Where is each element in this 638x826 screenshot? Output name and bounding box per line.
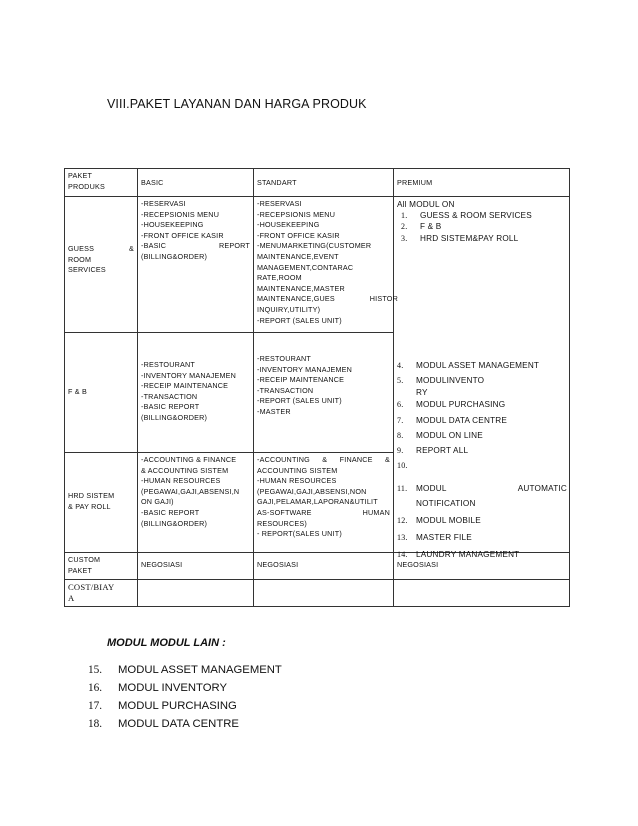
row-label-hrd: HRD SISTEM & PAY ROLL [65, 453, 138, 553]
cell-basic-fb: -RESTOURANT -INVENTORY MANAJEMEN -RECEIP MAINTENANCE -TRANSACTION -BASIC REPORT (BILLING&ORDER) [138, 333, 254, 453]
list-item: NOTIFICATION [416, 499, 476, 508]
list-item: 15. MODUL ASSET MANAGEMENT [88, 664, 282, 676]
header-premium: PREMIUM [394, 169, 570, 197]
table-row-guess [65, 197, 570, 333]
cell-basic-cost [138, 580, 254, 607]
cell-basic-hrd: -ACCOUNTING & FINANCE & ACCOUNTING SISTEM -HUMAN RESOURCES (PEGAWAI,GAJI,ABSENSI,N ON GAJI) -BASIC REPORT (BILLING&ORDER) [138, 453, 254, 553]
list-item: 7. MODUL DATA CENTRE [397, 415, 508, 425]
list-item: 17. MODUL PURCHASING [88, 700, 237, 712]
list-item: 2. F & B [401, 222, 442, 232]
row-label-custom: CUSTOM PAKET [65, 553, 138, 580]
list-item: 6. MODUL PURCHASING [397, 400, 506, 410]
list-item: 11. MODUL AUTOMATIC [397, 484, 567, 493]
package-price-table [64, 168, 570, 607]
cell-standart-cost [254, 580, 394, 607]
row-label-fb: F & B [65, 333, 138, 453]
row-label-guess: GUESS & ROOM SERVICES [65, 197, 138, 333]
cell-basic-guess: -RESERVASI -RECEPSIONIS MENU -HOUSEKEEPING -FRONT OFFICE KASIR -BASIC REPORT (BILLING&ORDER) [138, 197, 254, 333]
list-item: 13. MASTER FILE [397, 533, 472, 542]
cell-basic-custom: NEGOSIASI [138, 553, 254, 580]
list-item: 18. MODUL DATA CENTRE [88, 718, 239, 730]
list-item: 4. MODUL ASSET MANAGEMENT [397, 361, 540, 370]
cell-standart-custom: NEGOSIASI [254, 553, 394, 580]
list-item: 9. REPORT ALL [397, 446, 469, 456]
list-item: 10. [397, 461, 408, 471]
list-item: RY [416, 388, 428, 398]
list-item: 1. GUESS & ROOM SERVICES [401, 211, 532, 221]
other-modules-title: MODUL MODUL LAIN : [107, 637, 226, 649]
list-item: 8. MODUL ON LINE [397, 430, 483, 440]
cell-premium-custom: NEGOSIASI [394, 553, 570, 580]
row-label-cost: COST/BIAY A [65, 580, 138, 607]
header-standart: STANDART [254, 169, 394, 197]
section-heading: VIII.PAKET LAYANAN DAN HARGA PRODUK [107, 97, 367, 111]
list-item: 5. MODULINVENTO [397, 376, 485, 386]
premium-title: All MODUL ON [397, 200, 455, 209]
premium-list-middle [397, 358, 567, 473]
header-paket-produks: PAKET PRODUKS [65, 169, 138, 197]
cell-premium-cost [394, 580, 570, 607]
premium-list-bottom [397, 483, 567, 563]
list-item: 14. LAUNDRY MANAGEMENT [397, 550, 520, 559]
cell-standart-fb: -RESTOURANT -INVENTORY MANAJEMEN -RECEIP MAINTENANCE -TRANSACTION -REPORT (SALES UNIT) -MASTER [254, 333, 394, 453]
premium-list-top [397, 199, 567, 244]
list-item: 3. HRD SISTEM&PAY ROLL [401, 233, 519, 243]
table-row-cost [65, 580, 570, 607]
cell-standart-hrd: -ACCOUNTING & FINANCE & ACCOUNTING SISTEM -HUMAN RESOURCES (PEGAWAI,GAJI,ABSENSI,NON GAJI,PELAMAR,LAPORAN&UTILIT AS-SOFTWARE HUMAN RESOURCES) - REPORT(SALES UNIT) [254, 453, 394, 553]
other-modules-list [88, 661, 282, 733]
cell-standart-guess: -RESERVASI -RECEPSIONIS MENU -HOUSEKEEPING -FRONT OFFICE KASIR -MENUMARKETING(CUSTOMER MAINTENANCE,EVENT MANAGEMENT,CONTARAC RATE,ROOM MAINTENANCE,MASTER MAINTENANCE,GUES HISTOR INQUIRY,UTILITY) -REPORT (SALES UNIT) [254, 197, 394, 333]
table-header-row [65, 169, 570, 197]
cell-premium-all [394, 197, 570, 559]
list-item: 16. MODUL INVENTORY [88, 682, 228, 694]
list-item: 12. MODUL MOBILE [397, 516, 481, 525]
header-basic: BASIC [138, 169, 254, 197]
